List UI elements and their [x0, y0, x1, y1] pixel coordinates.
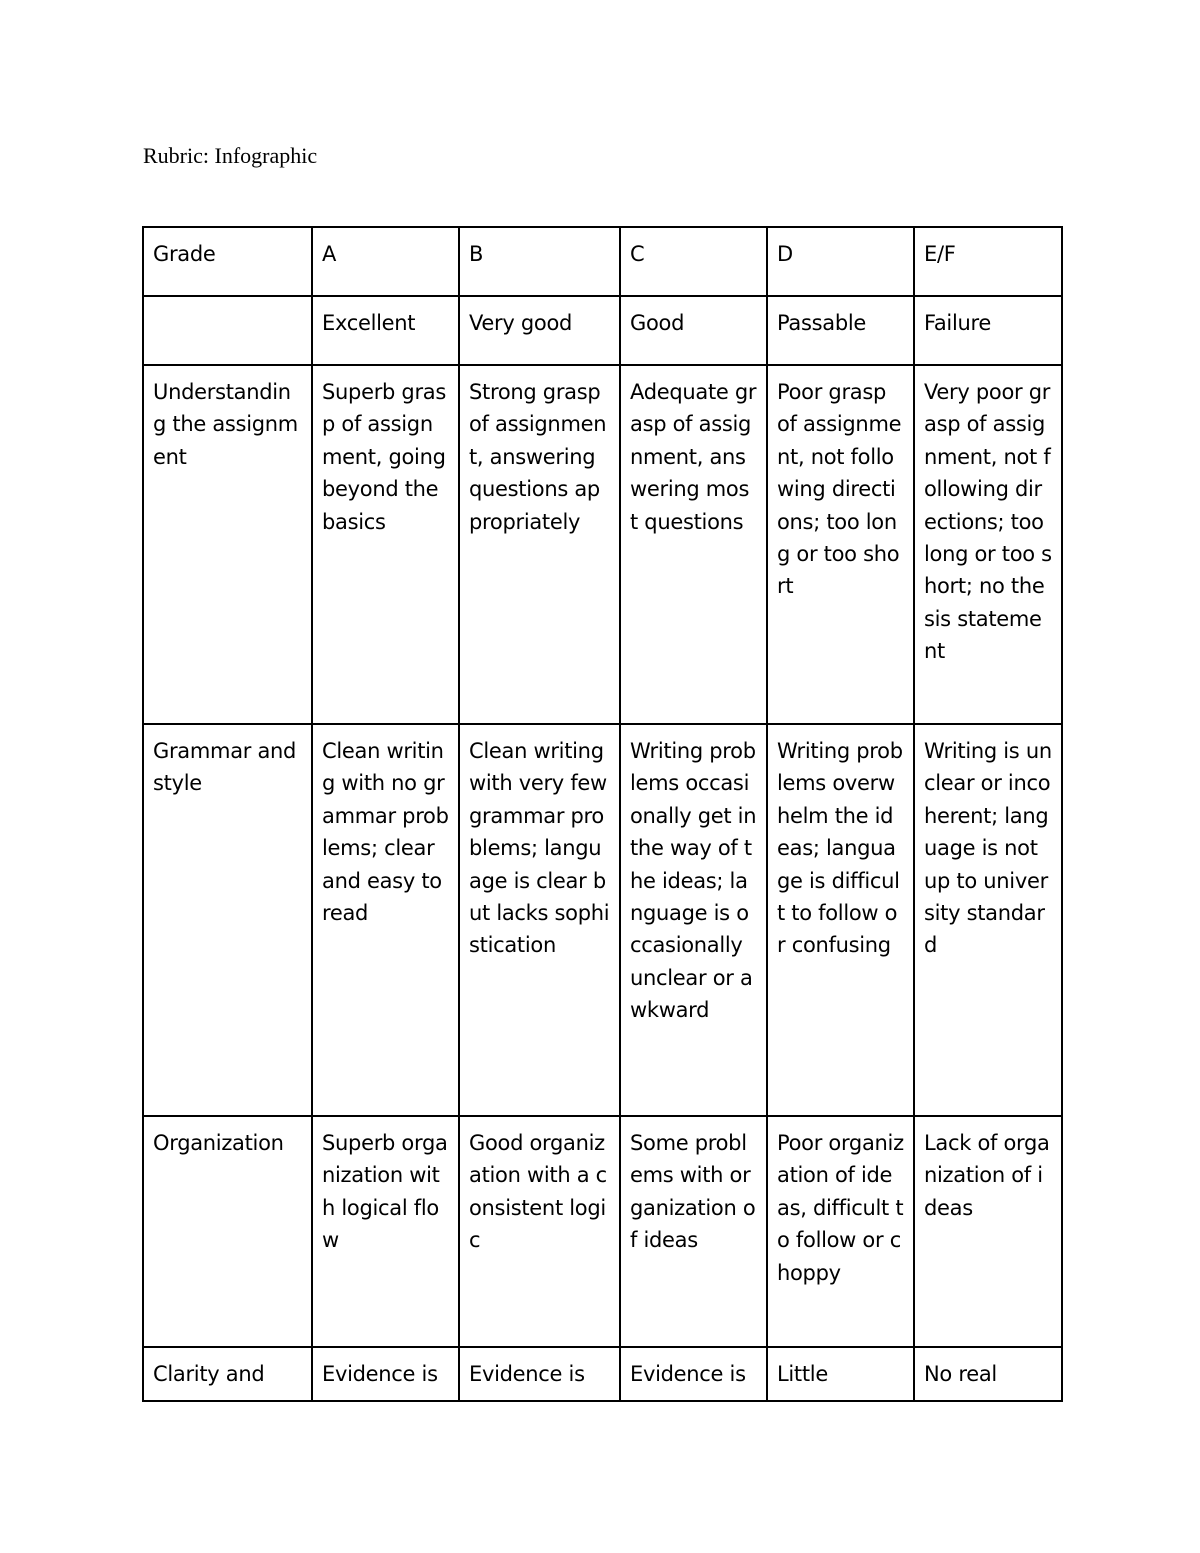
rubric-cell: Superb grasp of assignment, going beyond the basics [312, 365, 459, 724]
rubric-cell: Evidence is [459, 1347, 620, 1401]
rubric-cell: Superb organization with logical flow [312, 1116, 459, 1347]
rubric-cell: Poor organization of ideas, difficult to follow or choppy [767, 1116, 914, 1347]
descriptor-cell-c: Good [620, 296, 767, 365]
grade-cell-d: D [767, 227, 914, 296]
grade-cell-ef: E/F [914, 227, 1062, 296]
row-header-cell [143, 296, 312, 365]
criterion-cell: Clarity and [143, 1347, 312, 1401]
rubric-cell: Evidence is [620, 1347, 767, 1401]
rubric-cell: Clean writing with very few grammar problems; language is clear but lacks sophistication [459, 724, 620, 1116]
rubric-cell: Poor grasp of assignment, not following directions; too long or too short [767, 365, 914, 724]
rubric-cell: No real [914, 1347, 1062, 1401]
row-header-cell: Grade [143, 227, 312, 296]
page-title: Rubric: Infographic [143, 143, 318, 168]
descriptor-cell-b: Very good [459, 296, 620, 365]
criterion-cell: Grammar and style [143, 724, 312, 1116]
rubric-table [142, 226, 1063, 1402]
grade-header-row [143, 227, 1062, 296]
grade-cell-c: C [620, 227, 767, 296]
rubric-cell: Adequate grasp of assignment, answering most questions [620, 365, 767, 724]
criterion-row-grammar [143, 724, 1062, 1116]
rubric-cell: Evidence is [312, 1347, 459, 1401]
descriptor-row [143, 296, 1062, 365]
rubric-cell: Some problems with organization of ideas [620, 1116, 767, 1347]
criterion-row-organization [143, 1116, 1062, 1347]
rubric-cell: Strong grasp of assignment, answering questions appropriately [459, 365, 620, 724]
criterion-cell: Organization [143, 1116, 312, 1347]
descriptor-cell-d: Passable [767, 296, 914, 365]
rubric-cell: Lack of organization of ideas [914, 1116, 1062, 1347]
rubric-cell: Very poor grasp of assignment, not following directions; too long or too short; no thesis statement [914, 365, 1062, 724]
grade-cell-a: A [312, 227, 459, 296]
rubric-cell: Writing problems overwhelm the ideas; language is difficult to follow or confusing [767, 724, 914, 1116]
descriptor-cell-ef: Failure [914, 296, 1062, 365]
criterion-row-understanding [143, 365, 1062, 724]
grade-cell-b: B [459, 227, 620, 296]
rubric-cell: Little [767, 1347, 914, 1401]
rubric-cell: Good organization with a consistent logic [459, 1116, 620, 1347]
criterion-row-clarity [143, 1347, 1062, 1401]
rubric-cell: Writing problems occasionally get in the way of the ideas; language is occasionally unclear or awkward [620, 724, 767, 1116]
criterion-cell: Understanding the assignment [143, 365, 312, 724]
rubric-cell: Clean writing with no grammar problems; clear and easy to read [312, 724, 459, 1116]
rubric-cell: Writing is unclear or incoherent; language is not up to university standard [914, 724, 1062, 1116]
descriptor-cell-a: Excellent [312, 296, 459, 365]
